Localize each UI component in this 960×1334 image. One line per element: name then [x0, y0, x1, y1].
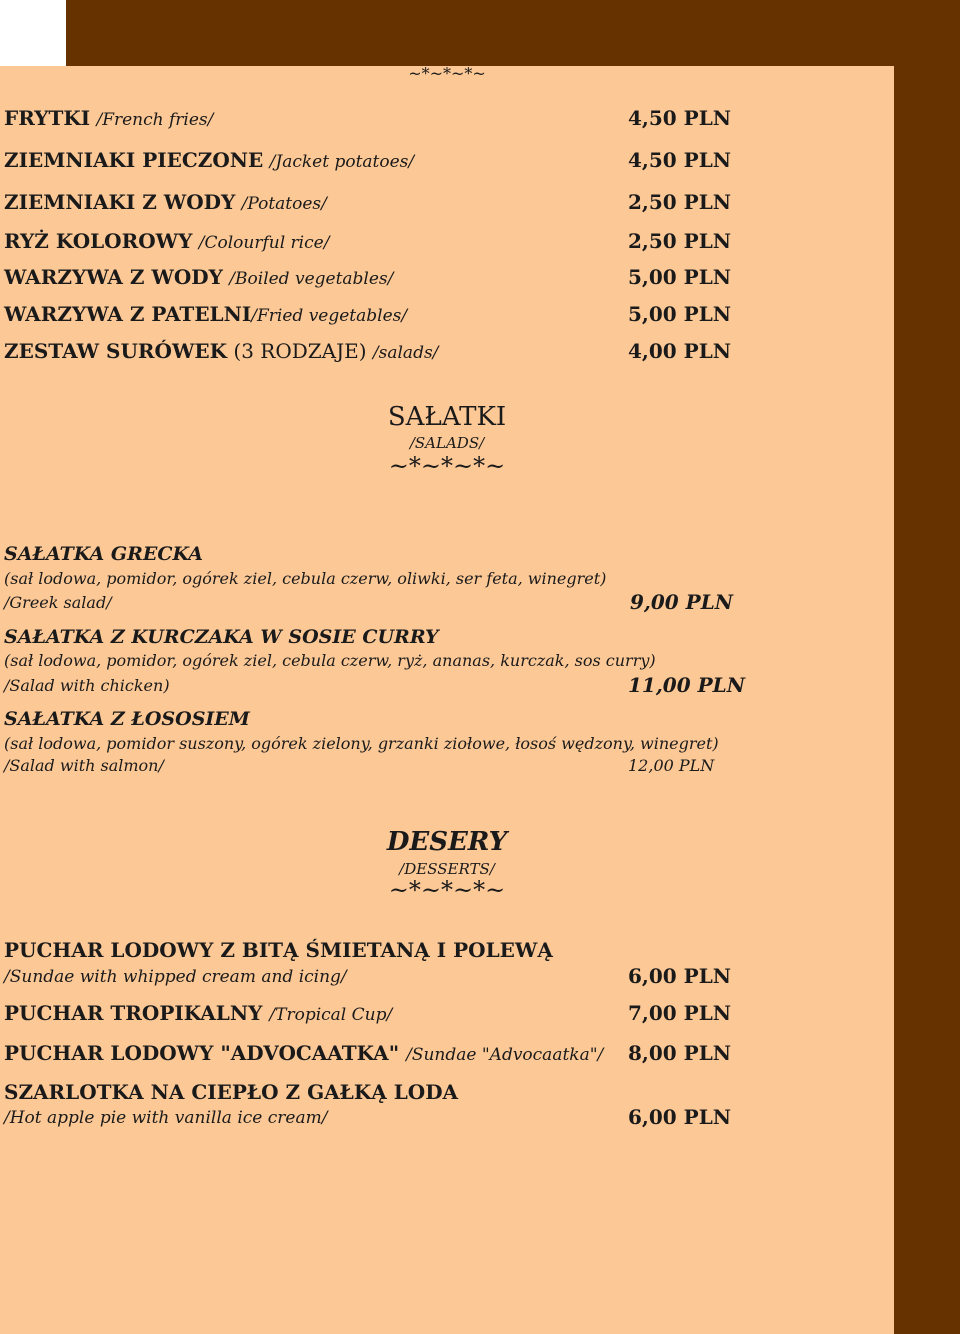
side-translation: /Colourful rice/ — [198, 233, 330, 253]
dessert-name: PUCHAR LODOWY Z BITĄ ŚMIETANĄ I POLEWĄ — [4, 938, 553, 962]
section-subtitle-salads: /SALADS/ — [409, 434, 485, 452]
side-name: ZESTAW SURÓWEK — [4, 339, 228, 363]
frame-top-band — [66, 0, 960, 66]
side-item — [4, 265, 393, 289]
side-translation: /Potatoes/ — [241, 194, 327, 214]
side-item — [4, 190, 327, 214]
salad-price: 9,00 PLN — [630, 590, 734, 614]
dessert-translation: /Hot apple pie with vanilla ice cream/ — [4, 1108, 328, 1128]
side-name: ZIEMNIAKI Z WODY — [4, 190, 236, 214]
dessert-item — [4, 1041, 603, 1065]
section-tilde-desserts: ~*~*~*~ — [388, 876, 506, 904]
dessert-price: 7,00 PLN — [628, 1001, 732, 1025]
salad-translation: /Greek salad/ — [4, 593, 112, 612]
dessert-name: SZARLOTKA NA CIEPŁO Z GAŁKĄ LODA — [4, 1080, 459, 1104]
side-name: FRYTKI — [4, 106, 91, 130]
frame-right-band — [894, 0, 960, 1334]
section-tilde-salads: ~*~*~*~ — [388, 452, 506, 480]
section-title-salads: SAŁATKI — [387, 402, 507, 432]
side-name: WARZYWA Z WODY — [4, 265, 223, 289]
side-price: 2,50 PLN — [628, 190, 732, 214]
side-name: WARZYWA Z PATELNI — [4, 302, 252, 326]
side-price: 5,00 PLN — [628, 265, 732, 289]
side-translation: /salads/ — [372, 343, 439, 363]
header-tilde: ~*~*~*~ — [408, 64, 486, 83]
dessert-price: 6,00 PLN — [628, 1105, 732, 1129]
side-translation: /Jacket potatoes/ — [269, 152, 415, 172]
side-price: 4,50 PLN — [628, 106, 732, 130]
side-item — [4, 302, 407, 326]
salad-name: SAŁATKA Z ŁOSOSIEM — [4, 708, 250, 730]
side-translation: /French fries/ — [96, 110, 214, 130]
salad-price: 12,00 PLN — [628, 756, 715, 775]
menu-page — [0, 66, 894, 1334]
salad-name: SAŁATKA GRECKA — [4, 543, 203, 565]
salad-price: 11,00 PLN — [628, 673, 745, 697]
salad-description: (sał lodowa, pomidor, ogórek ziel, cebula czerw, ryż, ananas, kurczak, sos curry) — [4, 651, 656, 670]
side-name: ZIEMNIAKI PIECZONE — [4, 148, 264, 172]
dessert-price: 8,00 PLN — [628, 1041, 732, 1065]
side-price: 2,50 PLN — [628, 229, 732, 253]
side-price: 4,50 PLN — [628, 148, 732, 172]
section-subtitle-desserts: /DESSERTS/ — [399, 860, 495, 878]
side-item — [4, 106, 213, 130]
dessert-translation: /Sundae "Advocaatka"/ — [406, 1045, 604, 1065]
section-title-desserts: DESERY — [386, 827, 508, 857]
salad-translation: /Salad with chicken) — [4, 676, 170, 695]
dessert-translation: /Tropical Cup/ — [269, 1005, 393, 1025]
side-item — [4, 339, 438, 363]
side-translation: /Fried vegetables/ — [251, 306, 408, 326]
side-translation: /Boiled vegetables/ — [229, 269, 394, 289]
salad-translation: /Salad with salmon/ — [4, 756, 164, 775]
side-item — [4, 229, 329, 253]
dessert-name: PUCHAR TROPIKALNY — [4, 1001, 263, 1025]
dessert-price: 6,00 PLN — [628, 964, 732, 988]
side-price: 4,00 PLN — [628, 339, 732, 363]
salad-description: (sał lodowa, pomidor suszony, ogórek zielony, grzanki ziołowe, łosoś wędzony, winegret) — [4, 734, 719, 753]
side-item — [4, 148, 414, 172]
side-price: 5,00 PLN — [628, 302, 732, 326]
salad-description: (sał lodowa, pomidor, ogórek ziel, cebula czerw, oliwki, ser feta, winegret) — [4, 569, 607, 588]
side-name: RYŻ KOLOROWY — [4, 229, 193, 253]
dessert-item — [4, 1001, 392, 1025]
salad-name: SAŁATKA Z KURCZAKA W SOSIE CURRY — [4, 626, 439, 648]
dessert-translation: /Sundae with whipped cream and icing/ — [4, 967, 347, 987]
dessert-name: PUCHAR LODOWY "ADVOCAATKA" — [4, 1041, 400, 1065]
side-name-extra: (3 RODZAJE) — [233, 339, 367, 363]
